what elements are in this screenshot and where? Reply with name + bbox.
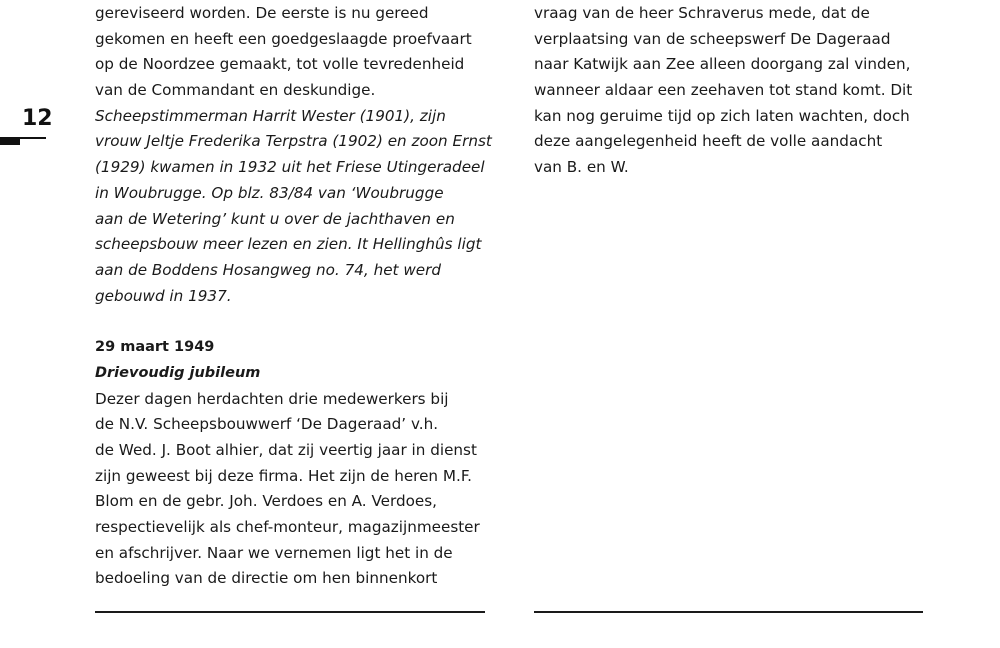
body-line: en afschrijver. Naar we vernemen ligt het in de xyxy=(95,543,453,562)
note-line: gebouwd in 1937. xyxy=(95,286,232,305)
right-line: wanneer aldaar een zeehaven tot stand komt. Dit xyxy=(534,81,913,100)
right-footer-rule xyxy=(534,611,923,613)
right-line: vraag van de heer Schraverus mede, dat de xyxy=(534,4,870,22)
section-date: 29 maart 1949 xyxy=(95,339,215,356)
note-line: aan de Boddens Hosangweg no. 74, het werd xyxy=(95,260,441,279)
intro-line: op de Noordzee gemaakt, tot volle tevredenheid xyxy=(95,55,465,74)
note-line: aan de Wetering’ kunt u over de jachthaven en xyxy=(95,209,455,228)
note-line: in Woubrugge. Op blz. 83/84 van ‘Woubrugge xyxy=(95,183,444,202)
left-column xyxy=(95,1,490,592)
intro-line: gekomen en heeft een goedgeslaagde proefvaart xyxy=(95,29,472,48)
note-line: Scheepstimmerman Harrit Wester (1901), zijn xyxy=(95,106,446,125)
intro-line: van de Commandant en deskundige. xyxy=(95,81,376,100)
body-line: Dezer dagen herdachten drie medewerkers bij xyxy=(95,389,449,408)
body-line: Blom en de gebr. Joh. Verdoes en A. Verdoes, xyxy=(95,492,438,511)
right-line: kan nog geruime tijd op zich laten wachten, doch xyxy=(534,106,910,125)
right-column xyxy=(534,1,919,181)
body-line: zijn geweest bij deze firma. Het zijn de heren M.F. xyxy=(95,466,472,485)
body-line: de N.V. Scheepsbouwwerf ‘De Dageraad’ v.h. xyxy=(95,415,439,434)
note-line: scheepsbouw meer lezen en zien. It Hellinghûs ligt xyxy=(95,235,482,254)
note-line: (1929) kwamen in 1932 uit het Friese Utingeradeel xyxy=(95,158,485,177)
note-line: vrouw Jeltje Frederika Terpstra (1902) en zoon Ernst xyxy=(95,132,492,151)
body-line: de Wed. J. Boot alhier, dat zij veertig jaar in dienst xyxy=(95,441,477,459)
right-line: deze aangelegenheid heeft de volle aandacht xyxy=(534,132,883,151)
body-line: respectievelijk als chef-monteur, magazijnmeester xyxy=(95,518,480,537)
intro-line: gereviseerd worden. De eerste is nu gereed xyxy=(95,4,429,22)
body-line: bedoeling van de directie om hen binnenkort xyxy=(95,569,438,588)
page-number-tab xyxy=(0,139,20,145)
section-subtitle: Drievoudig jubileum xyxy=(95,364,261,381)
right-line: verplaatsing van de scheepswerf De Dageraad xyxy=(534,29,891,48)
paragraph-gap xyxy=(95,309,490,335)
page-number: 12 xyxy=(22,106,53,131)
left-footer-rule xyxy=(95,611,485,613)
right-line: van B. en W. xyxy=(534,158,629,177)
right-line: naar Katwijk aan Zee alleen doorgang zal vinden, xyxy=(534,55,911,74)
